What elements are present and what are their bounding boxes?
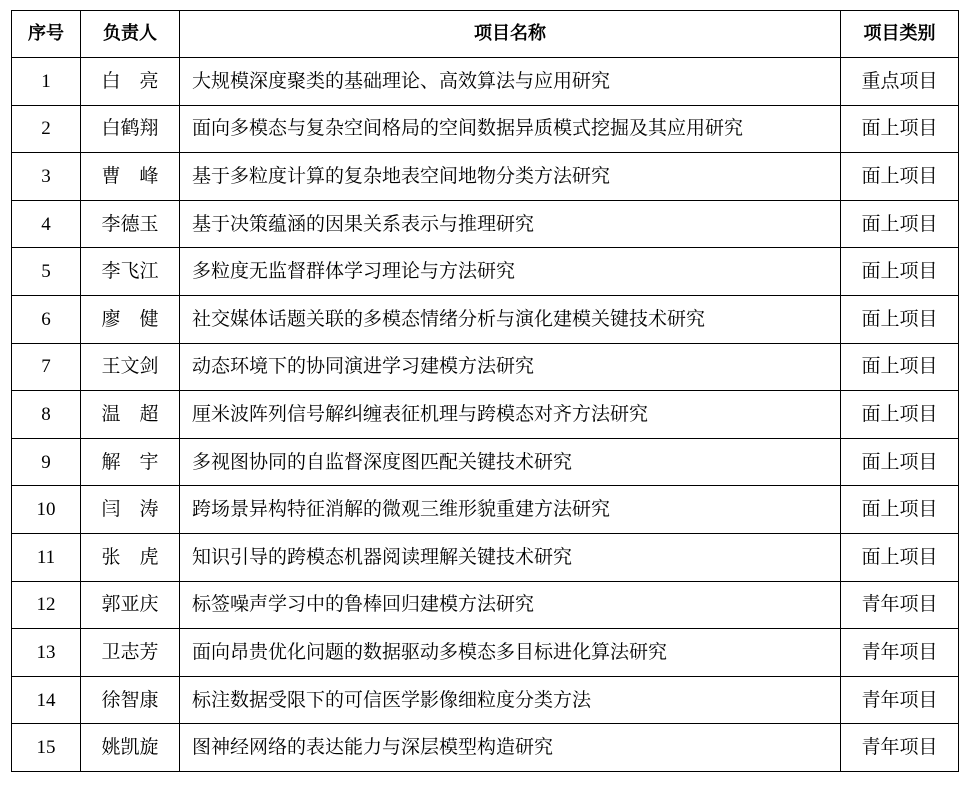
cell-no: 4 (12, 200, 81, 248)
cell-person: 徐智康 (81, 676, 180, 724)
project-table-container (11, 10, 958, 772)
cell-person: 白 亮 (81, 58, 180, 106)
cell-no: 13 (12, 629, 81, 677)
cell-project-name: 多视图协同的自监督深度图匹配关键技术研究 (180, 438, 841, 486)
cell-project-category: 面上项目 (841, 486, 959, 534)
table-row (12, 676, 959, 724)
cell-project-name: 标签噪声学习中的鲁棒回归建模方法研究 (180, 581, 841, 629)
header-project-category: 项目类别 (841, 11, 959, 58)
header-project-name: 项目名称 (180, 11, 841, 58)
table-row (12, 533, 959, 581)
cell-project-category: 青年项目 (841, 581, 959, 629)
cell-project-name: 面向昂贵优化问题的数据驱动多模态多目标进化算法研究 (180, 629, 841, 677)
cell-person: 郭亚庆 (81, 581, 180, 629)
cell-project-name: 多粒度无监督群体学习理论与方法研究 (180, 248, 841, 296)
table-header-row (12, 11, 959, 58)
cell-no: 9 (12, 438, 81, 486)
cell-project-name: 大规模深度聚类的基础理论、高效算法与应用研究 (180, 58, 841, 106)
table-row (12, 105, 959, 153)
table-row (12, 343, 959, 391)
cell-project-category: 面上项目 (841, 533, 959, 581)
cell-person: 李德玉 (81, 200, 180, 248)
cell-person: 闫 涛 (81, 486, 180, 534)
cell-no: 1 (12, 58, 81, 106)
cell-project-category: 面上项目 (841, 343, 959, 391)
cell-project-name: 厘米波阵列信号解纠缠表征机理与跨模态对齐方法研究 (180, 391, 841, 439)
project-table (11, 10, 959, 772)
cell-project-name: 社交媒体话题关联的多模态情绪分析与演化建模关键技术研究 (180, 295, 841, 343)
cell-person: 王文剑 (81, 343, 180, 391)
cell-no: 2 (12, 105, 81, 153)
cell-project-name: 标注数据受限下的可信医学影像细粒度分类方法 (180, 676, 841, 724)
cell-person: 温 超 (81, 391, 180, 439)
cell-no: 11 (12, 533, 81, 581)
cell-person: 解 宇 (81, 438, 180, 486)
cell-project-category: 面上项目 (841, 438, 959, 486)
cell-project-category: 青年项目 (841, 629, 959, 677)
header-person: 负责人 (81, 11, 180, 58)
table-row (12, 486, 959, 534)
table-row (12, 581, 959, 629)
cell-no: 7 (12, 343, 81, 391)
table-row (12, 58, 959, 106)
cell-project-name: 面向多模态与复杂空间格局的空间数据异质模式挖掘及其应用研究 (180, 105, 841, 153)
cell-project-name: 知识引导的跨模态机器阅读理解关键技术研究 (180, 533, 841, 581)
cell-project-category: 青年项目 (841, 724, 959, 772)
cell-project-name: 基于决策蕴涵的因果关系表示与推理研究 (180, 200, 841, 248)
cell-person: 廖 健 (81, 295, 180, 343)
cell-no: 8 (12, 391, 81, 439)
cell-project-category: 青年项目 (841, 676, 959, 724)
cell-project-name: 基于多粒度计算的复杂地表空间地物分类方法研究 (180, 153, 841, 201)
cell-project-name: 跨场景异构特征消解的微观三维形貌重建方法研究 (180, 486, 841, 534)
cell-no: 6 (12, 295, 81, 343)
cell-project-category: 面上项目 (841, 248, 959, 296)
cell-project-category: 面上项目 (841, 105, 959, 153)
table-row (12, 724, 959, 772)
cell-no: 3 (12, 153, 81, 201)
cell-project-category: 面上项目 (841, 295, 959, 343)
cell-person: 李飞江 (81, 248, 180, 296)
cell-no: 14 (12, 676, 81, 724)
cell-person: 张 虎 (81, 533, 180, 581)
cell-person: 白鹤翔 (81, 105, 180, 153)
cell-no: 10 (12, 486, 81, 534)
cell-person: 姚凯旋 (81, 724, 180, 772)
table-row (12, 153, 959, 201)
header-no: 序号 (12, 11, 81, 58)
cell-no: 15 (12, 724, 81, 772)
cell-project-category: 重点项目 (841, 58, 959, 106)
cell-person: 卫志芳 (81, 629, 180, 677)
table-row (12, 200, 959, 248)
cell-project-category: 面上项目 (841, 153, 959, 201)
cell-no: 5 (12, 248, 81, 296)
cell-project-category: 面上项目 (841, 391, 959, 439)
table-row (12, 248, 959, 296)
table-row (12, 391, 959, 439)
cell-project-name: 动态环境下的协同演进学习建模方法研究 (180, 343, 841, 391)
table-row (12, 438, 959, 486)
cell-project-name: 图神经网络的表达能力与深层模型构造研究 (180, 724, 841, 772)
table-row (12, 295, 959, 343)
cell-person: 曹 峰 (81, 153, 180, 201)
table-body (12, 58, 959, 772)
table-row (12, 629, 959, 677)
cell-no: 12 (12, 581, 81, 629)
cell-project-category: 面上项目 (841, 200, 959, 248)
